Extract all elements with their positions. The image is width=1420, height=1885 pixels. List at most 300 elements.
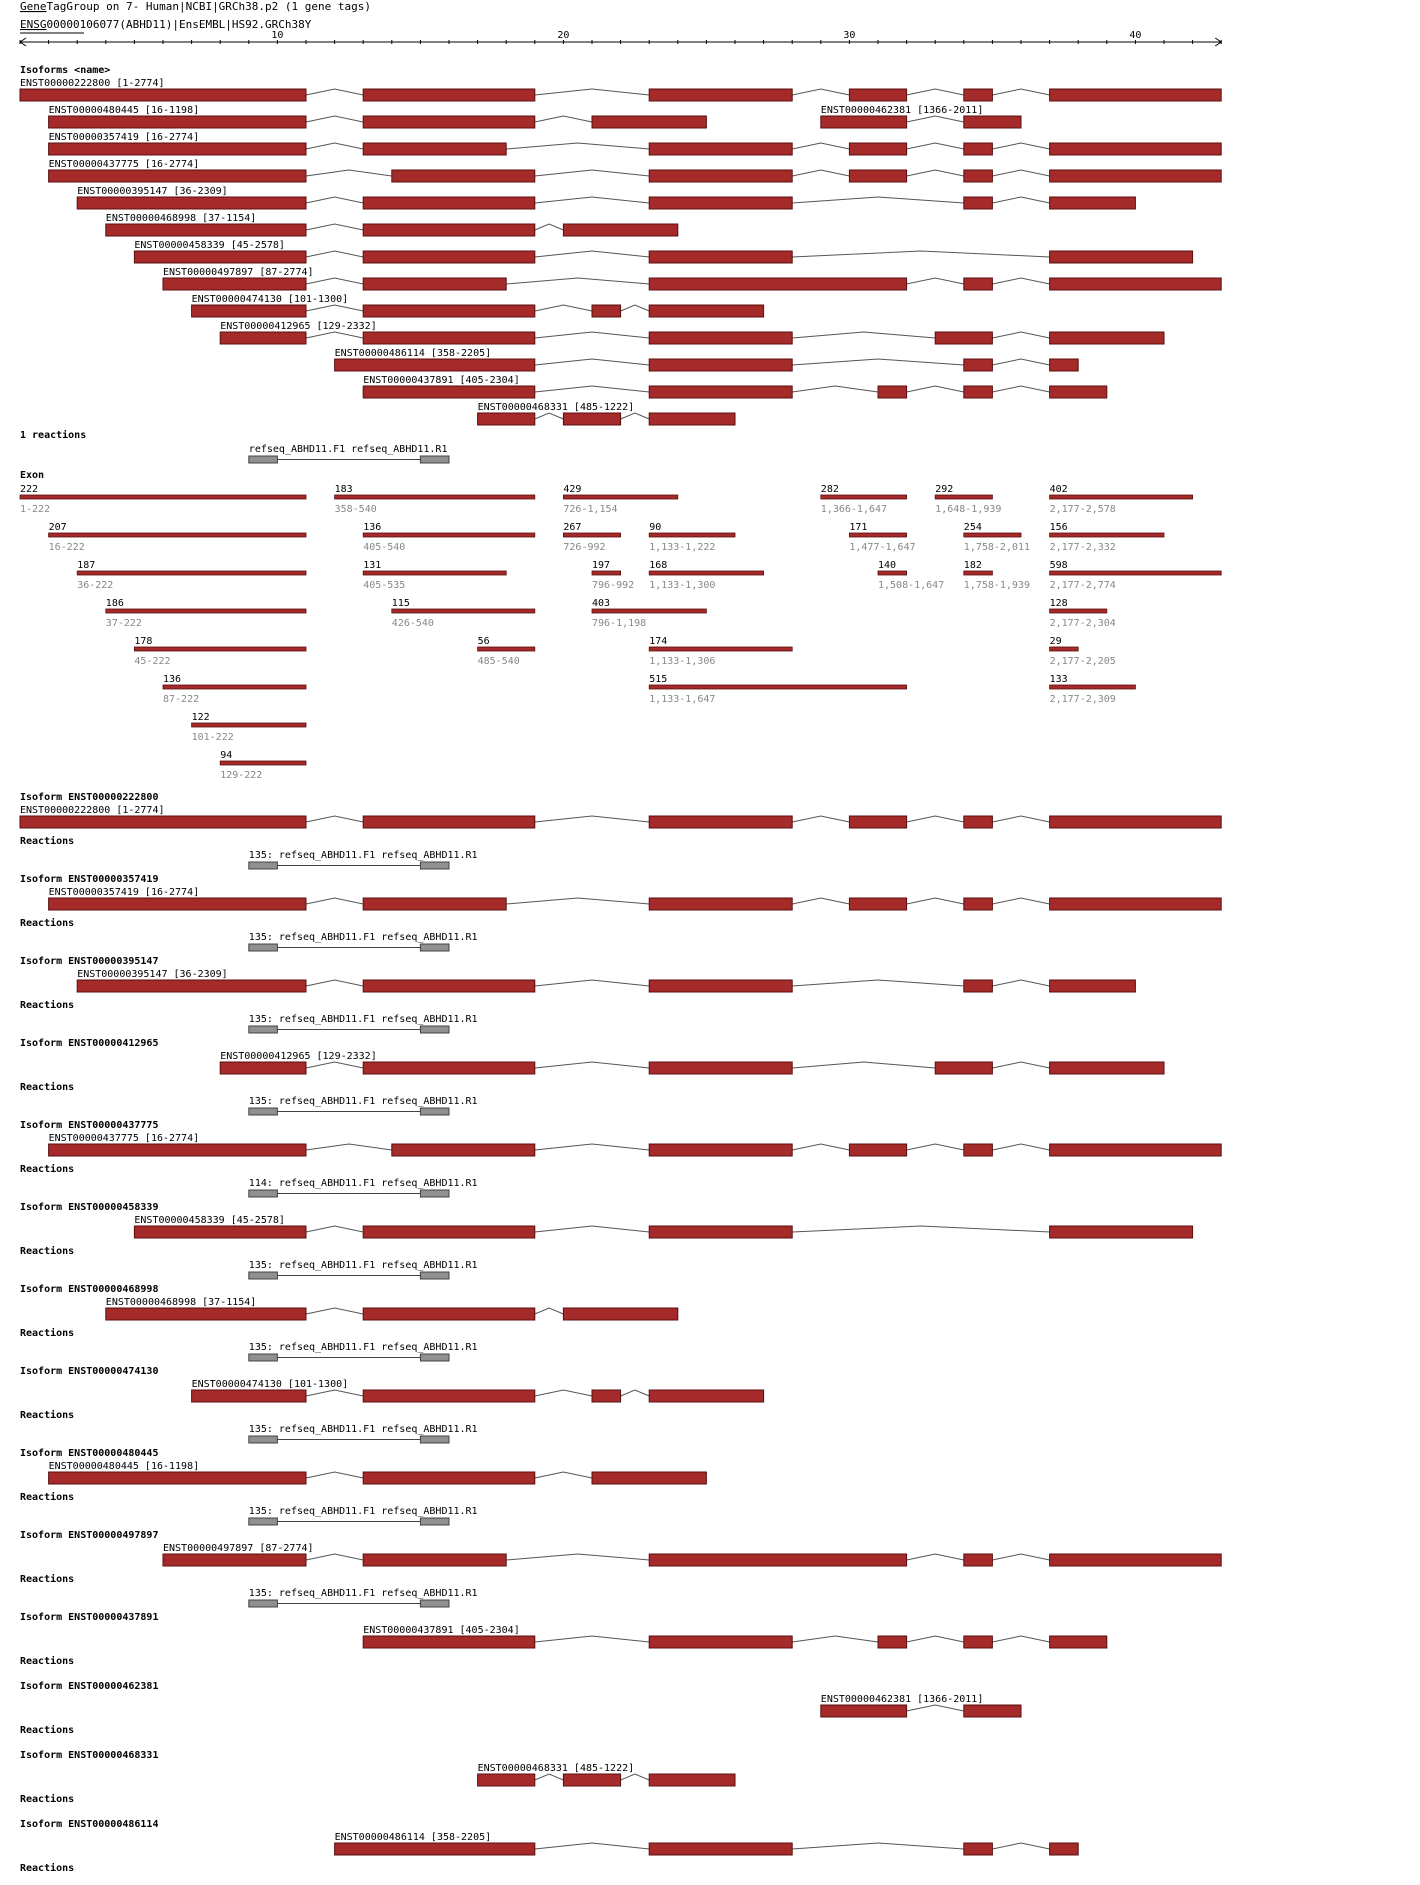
- isoform-track-exon[interactable]: [964, 116, 1021, 128]
- isoform-label[interactable]: ENST00000458339 [45-2578]: [134, 240, 285, 251]
- isoform-track-exon[interactable]: [964, 143, 993, 155]
- isoform-section-track-exon[interactable]: [1050, 1226, 1193, 1238]
- exon-bar[interactable]: [1050, 685, 1136, 689]
- isoform-track-exon[interactable]: [163, 278, 306, 290]
- section-reaction-label[interactable]: 135: refseq_ABHD11.F1 refseq_ABHD11.R1: [248, 1014, 478, 1025]
- isoform-section-track-exon[interactable]: [49, 1472, 306, 1484]
- exon-length-label: 136: [363, 522, 382, 533]
- isoform-track-exon[interactable]: [649, 305, 763, 317]
- isoform-section-track-exon[interactable]: [1050, 816, 1222, 828]
- isoform-track-exon[interactable]: [649, 359, 792, 371]
- isoform-section-track-exon[interactable]: [335, 1843, 535, 1855]
- isoform-track-exon[interactable]: [363, 251, 535, 263]
- isoform-track-exon[interactable]: [363, 143, 506, 155]
- isoform-track-exon[interactable]: [849, 143, 906, 155]
- exon-range-label: 1,133-1,300: [649, 580, 716, 591]
- ensg-link[interactable]: ENSG: [20, 18, 47, 31]
- exon-bar[interactable]: [106, 609, 306, 613]
- isoform-track-exon[interactable]: [1050, 197, 1136, 209]
- isoform-section-track-exon[interactable]: [363, 816, 535, 828]
- reactions-subheading: Reactions: [20, 836, 75, 847]
- isoform-track-exon[interactable]: [20, 89, 306, 101]
- isoform-track-exon[interactable]: [192, 305, 306, 317]
- isoform-section-track-exon[interactable]: [363, 1636, 535, 1648]
- isoform-track-exon[interactable]: [649, 332, 792, 344]
- isoform-track-exon[interactable]: [563, 224, 677, 236]
- isoform-track-exon[interactable]: [592, 116, 706, 128]
- isoform-track-exon[interactable]: [821, 116, 907, 128]
- isoform-track-exon[interactable]: [363, 116, 535, 128]
- isoform-track-intron: [306, 197, 363, 203]
- gene-tag-line: [20, 18, 312, 31]
- isoform-track-exon[interactable]: [363, 305, 535, 317]
- reactions-subheading: Reactions: [20, 1328, 75, 1339]
- section-reaction-reverse-primer[interactable]: [420, 1518, 449, 1525]
- isoform-track-exon[interactable]: [77, 197, 306, 209]
- isoform-label[interactable]: ENST00000412965 [129-2332]: [220, 321, 377, 332]
- reactions-subheading: Reactions: [20, 1863, 75, 1874]
- isoform-section-track-exon[interactable]: [1050, 1554, 1222, 1566]
- reactions-heading: 1 reactions: [20, 430, 87, 441]
- exon-range-label: 796-1,198: [592, 618, 647, 629]
- isoform-section-track-intron: [535, 1774, 564, 1780]
- isoform-track-exon[interactable]: [563, 413, 620, 425]
- section-reaction-label[interactable]: 135: refseq_ABHD11.F1 refseq_ABHD11.R1: [248, 932, 478, 943]
- isoform-track-exon[interactable]: [592, 305, 621, 317]
- exon-range-label: 36-222: [77, 580, 114, 591]
- isoform-section-track-exon[interactable]: [363, 1390, 535, 1402]
- section-reaction-forward-primer[interactable]: [249, 1600, 278, 1607]
- reaction-reverse-primer[interactable]: [420, 456, 449, 463]
- isoform-track-exon[interactable]: [649, 251, 792, 263]
- exon-range-label: 2,177-2,309: [1049, 694, 1116, 705]
- isoform-track-intron: [506, 143, 649, 149]
- section-reaction-forward-primer[interactable]: [249, 1436, 278, 1443]
- isoform-section-track-intron: [535, 1226, 649, 1232]
- exon-bar[interactable]: [935, 495, 992, 499]
- exon-length-label: 515: [649, 674, 668, 685]
- section-reaction-label[interactable]: 135: refseq_ABHD11.F1 refseq_ABHD11.R1: [248, 1506, 478, 1517]
- isoform-label[interactable]: ENST00000437891 [405-2304]: [363, 375, 520, 386]
- exon-bar[interactable]: [849, 533, 906, 537]
- exon-bar[interactable]: [878, 571, 907, 575]
- exon-bar[interactable]: [220, 761, 306, 765]
- exon-range-label: 1,758-2,011: [963, 542, 1031, 553]
- section-reaction-label[interactable]: 114: refseq_ABHD11.F1 refseq_ABHD11.R1: [248, 1178, 478, 1189]
- isoform-track-exon[interactable]: [649, 197, 792, 209]
- section-reaction-reverse-primer[interactable]: [420, 1436, 449, 1443]
- reactions-subheading: Reactions: [20, 1164, 75, 1175]
- isoform-track-exon[interactable]: [1050, 278, 1222, 290]
- isoform-section-track-exon[interactable]: [1050, 1843, 1079, 1855]
- isoform-label[interactable]: ENST00000497897 [87-2774]: [163, 267, 314, 278]
- isoform-track-intron: [306, 224, 363, 230]
- isoform-track-exon[interactable]: [363, 386, 535, 398]
- section-reaction-reverse-primer[interactable]: [420, 1354, 449, 1361]
- exon-bar[interactable]: [563, 533, 620, 537]
- isoform-track-exon[interactable]: [649, 278, 906, 290]
- exon-bar[interactable]: [563, 495, 677, 499]
- isoform-section-label[interactable]: ENST00000437775 [16-2774]: [48, 1133, 200, 1144]
- exon-length-label: 182: [963, 560, 982, 571]
- isoform-section-track-intron: [792, 1636, 878, 1642]
- isoform-section-label[interactable]: ENST00000222800 [1-2774]: [20, 805, 165, 816]
- isoform-track-exon[interactable]: [363, 89, 535, 101]
- isoform-track-intron: [306, 332, 363, 338]
- isoform-section-track-intron: [792, 980, 964, 986]
- isoform-section-label[interactable]: ENST00000474130 [101-1300]: [191, 1379, 349, 1390]
- section-reaction-forward-primer[interactable]: [249, 1190, 278, 1197]
- exon-range-label: 405-540: [363, 542, 406, 553]
- isoform-track-exon[interactable]: [49, 143, 306, 155]
- isoform-section-track-intron: [535, 1843, 649, 1849]
- isoform-track-intron: [907, 386, 964, 392]
- isoform-track-exon[interactable]: [964, 89, 993, 101]
- isoform-track-exon[interactable]: [878, 386, 907, 398]
- section-reaction-label[interactable]: 135: refseq_ABHD11.F1 refseq_ABHD11.R1: [248, 1342, 478, 1353]
- isoform-section-track-exon[interactable]: [649, 1144, 792, 1156]
- exon-bar[interactable]: [649, 533, 735, 537]
- exon-bar[interactable]: [649, 685, 906, 689]
- isoform-section-track-exon[interactable]: [363, 1308, 535, 1320]
- exon-bar[interactable]: [49, 533, 306, 537]
- section-reaction-forward-primer[interactable]: [249, 1108, 278, 1115]
- isoform-track-intron: [792, 143, 849, 149]
- isoform-section-label[interactable]: ENST00000395147 [36-2309]: [77, 969, 228, 980]
- isoform-section-label[interactable]: ENST00000357419 [16-2774]: [48, 887, 200, 898]
- isoform-section-track-exon[interactable]: [964, 1144, 993, 1156]
- isoform-section-track-exon[interactable]: [964, 816, 993, 828]
- isoform-track-exon[interactable]: [1050, 359, 1079, 371]
- section-reaction-reverse-primer[interactable]: [420, 1026, 449, 1033]
- isoform-track-exon[interactable]: [1050, 89, 1222, 101]
- isoform-section-track-exon[interactable]: [964, 898, 993, 910]
- isoform-track-exon[interactable]: [964, 197, 993, 209]
- exon-length-label: 90: [649, 522, 662, 533]
- exon-bar[interactable]: [392, 609, 535, 613]
- isoform-track-exon[interactable]: [649, 413, 735, 425]
- isoform-label[interactable]: ENST00000395147 [36-2309]: [77, 186, 228, 197]
- isoform-section-track-intron: [306, 898, 363, 904]
- isoform-track-intron: [792, 359, 964, 365]
- isoform-track-intron: [535, 332, 649, 338]
- isoform-section-track-exon[interactable]: [649, 1554, 906, 1566]
- isoform-track-intron: [621, 305, 650, 311]
- isoform-section-track-exon[interactable]: [106, 1308, 306, 1320]
- isoform-track-exon[interactable]: [363, 224, 535, 236]
- isoform-section-heading: Isoform ENST00000437775: [20, 1120, 159, 1131]
- exon-bar[interactable]: [964, 533, 1021, 537]
- exon-bar[interactable]: [363, 571, 506, 575]
- isoform-section-track-exon[interactable]: [649, 1843, 792, 1855]
- isoform-section-label[interactable]: ENST00000462381 [1366-2011]: [820, 1694, 984, 1705]
- isoform-section-track-exon[interactable]: [849, 1144, 906, 1156]
- isoform-section-track-intron: [992, 1144, 1049, 1150]
- isoform-track-exon[interactable]: [392, 170, 535, 182]
- gene-tag-text: 00000106077(ABHD11)|EnsEMBL|HS92.GRCh38: [46, 18, 305, 31]
- isoform-section-track-intron: [992, 1636, 1049, 1642]
- isoform-section-track-intron: [306, 1226, 363, 1232]
- exon-range-label: 1,477-1,647: [849, 542, 916, 553]
- isoform-section-track-intron: [992, 816, 1049, 822]
- isoform-track-exon[interactable]: [849, 170, 906, 182]
- isoform-track-exon[interactable]: [849, 89, 906, 101]
- section-reaction-forward-primer[interactable]: [249, 944, 278, 951]
- section-reaction-forward-primer[interactable]: [249, 1518, 278, 1525]
- isoform-section-track-intron: [306, 816, 363, 822]
- isoform-section-track-exon[interactable]: [77, 980, 306, 992]
- exon-length-label: 29: [1049, 636, 1062, 647]
- section-reaction-forward-primer[interactable]: [249, 1272, 278, 1279]
- isoform-section-track-intron: [907, 1554, 964, 1560]
- isoform-section-track-exon[interactable]: [1050, 980, 1136, 992]
- isoform-section-track-exon[interactable]: [478, 1774, 535, 1786]
- exon-bar[interactable]: [77, 571, 306, 575]
- exon-length-label: 115: [391, 598, 410, 609]
- section-reaction-label[interactable]: 135: refseq_ABHD11.F1 refseq_ABHD11.R1: [248, 1588, 478, 1599]
- isoform-section-track-exon[interactable]: [20, 816, 306, 828]
- isoform-track-exon[interactable]: [363, 332, 535, 344]
- isoform-section-track-exon[interactable]: [49, 898, 306, 910]
- isoform-track-intron: [992, 332, 1049, 338]
- isoform-label[interactable]: ENST00000222800 [1-2774]: [20, 78, 165, 89]
- exon-length-label: 429: [563, 484, 582, 495]
- section-reaction-reverse-primer[interactable]: [420, 1600, 449, 1607]
- reactions-subheading: Reactions: [20, 1656, 75, 1667]
- section-reaction-label[interactable]: 135: refseq_ABHD11.F1 refseq_ABHD11.R1: [248, 1424, 478, 1435]
- isoform-track-exon[interactable]: [1050, 251, 1193, 263]
- isoform-section-track-exon[interactable]: [192, 1390, 306, 1402]
- isoform-section-track-exon[interactable]: [964, 1843, 993, 1855]
- isoform-track-intron: [992, 359, 1049, 365]
- isoform-track-exon[interactable]: [220, 332, 306, 344]
- isoform-label[interactable]: ENST00000480445 [16-1198]: [48, 105, 200, 116]
- isoform-track-exon[interactable]: [1050, 143, 1222, 155]
- isoform-label[interactable]: ENST00000437775 [16-2774]: [48, 159, 200, 170]
- isoform-section-track-intron: [992, 1554, 1049, 1560]
- isoform-section-track-exon[interactable]: [649, 898, 792, 910]
- isoform-section-track-exon[interactable]: [821, 1705, 907, 1717]
- isoform-section-heading: Isoform ENST00000395147: [20, 956, 159, 967]
- isoform-section-label[interactable]: ENST00000468331 [485-1222]: [477, 1763, 635, 1774]
- section-reaction-label[interactable]: 135: refseq_ABHD11.F1 refseq_ABHD11.R1: [248, 1260, 478, 1271]
- isoform-section-heading: Isoform ENST00000480445: [20, 1448, 159, 1459]
- isoform-label[interactable]: ENST00000462381 [1366-2011]: [820, 105, 984, 116]
- isoform-section-track-intron: [907, 898, 964, 904]
- isoform-label[interactable]: ENST00000474130 [101-1300]: [191, 294, 349, 305]
- isoform-track-exon[interactable]: [649, 170, 792, 182]
- exon-bar[interactable]: [592, 571, 621, 575]
- isoform-track-exon[interactable]: [363, 197, 535, 209]
- isoform-section-track-exon[interactable]: [878, 1636, 907, 1648]
- exon-range-label: 129-222: [220, 770, 263, 781]
- exon-length-label: 282: [820, 484, 839, 495]
- isoform-section-track-exon[interactable]: [1050, 1636, 1107, 1648]
- isoform-section-track-exon[interactable]: [220, 1062, 306, 1074]
- section-reaction-reverse-primer[interactable]: [420, 1190, 449, 1197]
- section-reaction-forward-primer[interactable]: [249, 1354, 278, 1361]
- reactions-subheading: Reactions: [20, 1246, 75, 1257]
- exon-length-label: 267: [563, 522, 582, 533]
- isoform-track-exon[interactable]: [964, 170, 993, 182]
- isoform-section-track-exon[interactable]: [363, 898, 506, 910]
- exon-bar[interactable]: [363, 533, 535, 537]
- exon-bar[interactable]: [821, 495, 907, 499]
- exon-bar[interactable]: [1050, 647, 1079, 651]
- exon-length-label: 156: [1049, 522, 1068, 533]
- exon-bar[interactable]: [1050, 533, 1164, 537]
- isoform-section-track-exon[interactable]: [1050, 898, 1222, 910]
- isoform-track-intron: [306, 305, 363, 311]
- isoform-section-track-exon[interactable]: [563, 1774, 620, 1786]
- isoform-section-track-intron: [535, 1144, 649, 1150]
- isoform-track-exon[interactable]: [49, 116, 306, 128]
- isoform-section-track-intron: [506, 898, 649, 904]
- isoform-track-exon[interactable]: [1050, 386, 1107, 398]
- isoform-section-heading: Isoform ENST00000497897: [20, 1530, 159, 1541]
- section-reaction-reverse-primer[interactable]: [420, 862, 449, 869]
- exon-bar[interactable]: [649, 571, 763, 575]
- exon-range-label: 2,177-2,205: [1049, 656, 1116, 667]
- isoform-section-track-exon[interactable]: [592, 1472, 706, 1484]
- exon-bar[interactable]: [592, 609, 706, 613]
- isoform-track-exon[interactable]: [134, 251, 306, 263]
- isoform-section-heading: Isoform ENST00000222800: [20, 792, 159, 803]
- exon-bar[interactable]: [20, 495, 306, 499]
- exon-length-label: 183: [334, 484, 353, 495]
- isoform-section-track-exon[interactable]: [592, 1390, 621, 1402]
- isoform-section-label[interactable]: ENST00000468998 [37-1154]: [105, 1297, 257, 1308]
- section-reaction-reverse-primer[interactable]: [420, 1108, 449, 1115]
- isoform-section-track-exon[interactable]: [964, 1705, 1021, 1717]
- isoform-section-track-exon[interactable]: [649, 1774, 735, 1786]
- isoform-section-heading: Isoform ENST00000474130: [20, 1366, 159, 1377]
- isoform-section-label[interactable]: ENST00000497897 [87-2774]: [163, 1543, 314, 1554]
- isoform-section-track-exon[interactable]: [1050, 1144, 1222, 1156]
- exon-bar[interactable]: [964, 571, 993, 575]
- isoform-section-track-exon[interactable]: [392, 1144, 535, 1156]
- isoform-section-track-exon[interactable]: [649, 980, 792, 992]
- isoform-track-exon[interactable]: [649, 143, 792, 155]
- isoform-label[interactable]: ENST00000486114 [358-2205]: [334, 348, 492, 359]
- isoform-section-track-exon[interactable]: [964, 1554, 993, 1566]
- isoform-section-track-exon[interactable]: [649, 1226, 792, 1238]
- isoform-section-track-exon[interactable]: [964, 1636, 993, 1648]
- section-reaction-reverse-primer[interactable]: [420, 1272, 449, 1279]
- isoform-section-track-exon[interactable]: [49, 1144, 306, 1156]
- isoform-section-track-exon[interactable]: [649, 1636, 792, 1648]
- exon-length-label: 254: [963, 522, 982, 533]
- isoform-track-intron: [306, 251, 363, 257]
- isoform-track-exon[interactable]: [106, 224, 306, 236]
- exon-bar[interactable]: [1050, 571, 1222, 575]
- isoform-section-track-exon[interactable]: [363, 1062, 535, 1074]
- isoform-track-exon[interactable]: [1050, 332, 1164, 344]
- title-text: TagGroup on 7- Human|NCBI|GRCh38.p2 (1 gene tags): [46, 0, 372, 13]
- isoform-section-track-exon[interactable]: [649, 1062, 792, 1074]
- exon-bar[interactable]: [192, 723, 306, 727]
- exon-bar[interactable]: [134, 647, 306, 651]
- exon-length-label: 222: [20, 484, 39, 495]
- reactions-subheading: Reactions: [20, 1000, 75, 1011]
- isoform-track-exon[interactable]: [335, 359, 535, 371]
- isoform-section-track-exon[interactable]: [964, 980, 993, 992]
- isoform-label[interactable]: ENST00000468998 [37-1154]: [105, 213, 257, 224]
- isoform-section-track-intron: [907, 1636, 964, 1642]
- exon-range-label: 37-222: [105, 618, 142, 629]
- section-reaction-forward-primer[interactable]: [249, 1026, 278, 1033]
- isoform-section-track-intron: [535, 1308, 564, 1314]
- isoform-section-track-exon[interactable]: [363, 980, 535, 992]
- isoform-section-heading: Isoform ENST00000357419: [20, 874, 159, 885]
- isoform-section-track-exon[interactable]: [163, 1554, 306, 1566]
- exon-bar[interactable]: [478, 647, 535, 651]
- isoform-track-intron: [907, 116, 964, 122]
- exon-bar[interactable]: [649, 647, 792, 651]
- exon-length-label: 598: [1049, 560, 1068, 571]
- isoform-track-exon[interactable]: [363, 278, 506, 290]
- isoform-section-track-intron: [992, 1062, 1049, 1068]
- isoform-track-exon[interactable]: [649, 386, 792, 398]
- isoform-section-track-exon[interactable]: [563, 1308, 677, 1320]
- isoform-track-exon[interactable]: [478, 413, 535, 425]
- isoform-track-exon[interactable]: [649, 89, 792, 101]
- exon-range-label: 358-540: [334, 504, 377, 515]
- isoform-section-label[interactable]: ENST00000458339 [45-2578]: [134, 1215, 285, 1226]
- exon-bar[interactable]: [1050, 609, 1107, 613]
- isoform-label[interactable]: ENST00000357419 [16-2774]: [48, 132, 200, 143]
- isoform-track-exon[interactable]: [964, 278, 993, 290]
- reaction-label[interactable]: refseq_ABHD11.F1 refseq_ABHD11.R1: [248, 444, 448, 455]
- exon-bar[interactable]: [335, 495, 535, 499]
- isoform-track-exon[interactable]: [49, 170, 306, 182]
- isoform-section-label[interactable]: ENST00000486114 [358-2205]: [334, 1832, 492, 1843]
- exon-bar[interactable]: [1050, 495, 1193, 499]
- reaction-forward-primer[interactable]: [249, 456, 278, 463]
- isoform-section-track-exon[interactable]: [363, 1554, 506, 1566]
- exon-range-label: 2,177-2,332: [1049, 542, 1116, 553]
- section-reaction-reverse-primer[interactable]: [420, 944, 449, 951]
- isoform-track-exon[interactable]: [964, 386, 993, 398]
- isoform-section-track-exon[interactable]: [649, 816, 792, 828]
- isoform-section-track-exon[interactable]: [134, 1226, 306, 1238]
- isoform-section-track-exon[interactable]: [1050, 1062, 1164, 1074]
- section-reaction-label[interactable]: 135: refseq_ABHD11.F1 refseq_ABHD11.R1: [248, 1096, 478, 1107]
- isoform-section-label[interactable]: ENST00000412965 [129-2332]: [220, 1051, 377, 1062]
- isoform-track-exon[interactable]: [1050, 170, 1222, 182]
- isoform-section-track-exon[interactable]: [363, 1226, 535, 1238]
- gene-link[interactable]: Gene: [20, 0, 47, 13]
- section-reaction-label[interactable]: 135: refseq_ABHD11.F1 refseq_ABHD11.R1: [248, 850, 478, 861]
- isoform-track-intron: [535, 413, 564, 419]
- isoform-section-track-exon[interactable]: [849, 816, 906, 828]
- exon-bar[interactable]: [163, 685, 306, 689]
- isoform-label[interactable]: ENST00000468331 [485-1222]: [477, 402, 635, 413]
- isoform-section-track-exon[interactable]: [363, 1472, 535, 1484]
- isoform-section-track-exon[interactable]: [849, 898, 906, 910]
- isoform-track-exon[interactable]: [935, 332, 992, 344]
- section-reaction-forward-primer[interactable]: [249, 862, 278, 869]
- reactions-subheading: Reactions: [20, 1492, 75, 1503]
- isoform-section-track-exon[interactable]: [935, 1062, 992, 1074]
- isoform-section-heading: Isoform ENST00000486114: [20, 1819, 159, 1830]
- isoform-section-label[interactable]: ENST00000437891 [405-2304]: [363, 1625, 520, 1636]
- isoform-section-track-intron: [621, 1774, 650, 1780]
- isoform-track-exon[interactable]: [964, 359, 993, 371]
- isoform-section-label[interactable]: ENST00000480445 [16-1198]: [48, 1461, 200, 1472]
- reactions-subheading: Reactions: [20, 1410, 75, 1421]
- isoform-section-track-exon[interactable]: [649, 1390, 763, 1402]
